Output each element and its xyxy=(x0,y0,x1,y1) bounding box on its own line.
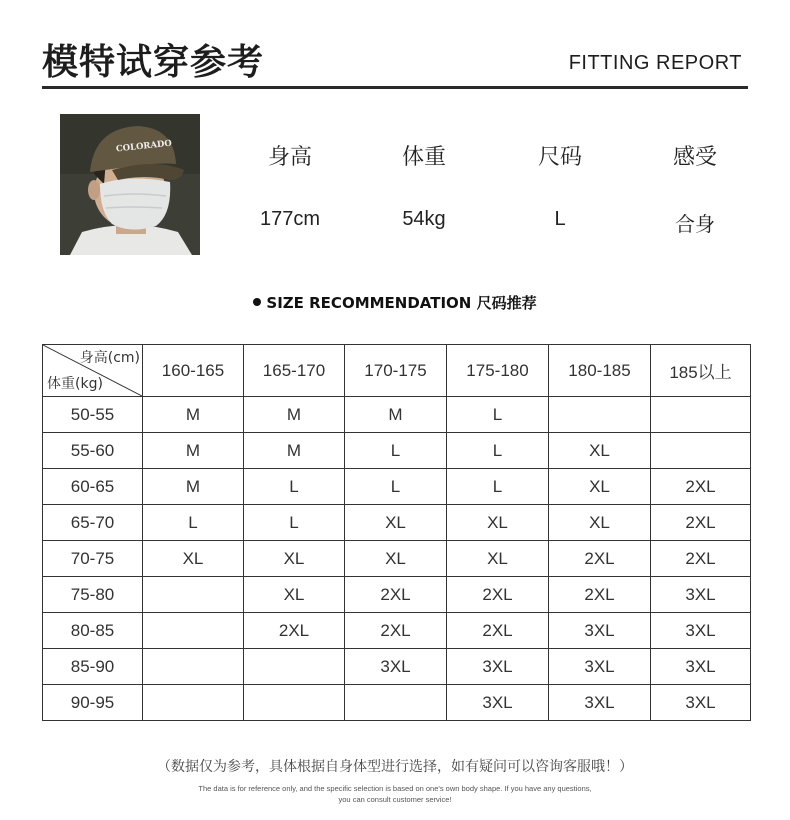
size-cell: XL xyxy=(345,541,447,577)
size-cell: M xyxy=(345,397,447,433)
column-header: 170-175 xyxy=(345,345,447,397)
size-cell: L xyxy=(447,433,549,469)
table-row xyxy=(43,397,751,433)
section-heading xyxy=(0,292,790,313)
page-header xyxy=(42,30,748,90)
size-cell: L xyxy=(244,505,345,541)
size-cell: L xyxy=(447,469,549,505)
table-row xyxy=(43,577,751,613)
size-cell: L xyxy=(143,505,244,541)
corner-height-label: 身高(cm) xyxy=(79,350,140,366)
size-cell: 3XL xyxy=(345,649,447,685)
weight-range-cell: 50-55 xyxy=(43,397,143,433)
corner-weight-label: 体重(kg) xyxy=(47,376,103,392)
size-cell: 3XL xyxy=(447,685,549,721)
size-cell: L xyxy=(447,397,549,433)
bullet-dot-icon xyxy=(253,298,261,306)
weight-range-cell: 60-65 xyxy=(43,469,143,505)
weight-range-cell: 75-80 xyxy=(43,577,143,613)
disclaimer-en-line1: The data is for reference only, and the specific selection is based on one's own body shape. If you have any questions, xyxy=(198,784,592,793)
header-divider xyxy=(42,86,748,89)
table-row xyxy=(43,541,751,577)
size-cell: XL xyxy=(549,469,651,505)
page-subtitle-en: FITTING REPORT xyxy=(568,52,742,74)
size-cell xyxy=(651,397,751,433)
size-cell: L xyxy=(345,433,447,469)
size-cell xyxy=(549,397,651,433)
column-header: 165-170 xyxy=(244,345,345,397)
weight-range-cell: 80-85 xyxy=(43,613,143,649)
spec-label-weight: 体重 xyxy=(401,145,446,170)
size-cell: 3XL xyxy=(651,649,751,685)
table-row xyxy=(43,469,751,505)
size-cell xyxy=(651,433,751,469)
size-cell: XL xyxy=(447,541,549,577)
size-cell: 3XL xyxy=(651,613,751,649)
size-chart-table xyxy=(42,344,751,721)
column-header: 180-185 xyxy=(549,345,651,397)
size-cell: 2XL xyxy=(549,577,651,613)
size-cell: 2XL xyxy=(651,505,751,541)
column-header: 185以上 xyxy=(651,345,751,397)
size-cell: M xyxy=(244,397,345,433)
size-cell: XL xyxy=(549,433,651,469)
size-cell: 2XL xyxy=(447,613,549,649)
size-cell: 3XL xyxy=(549,613,651,649)
size-cell: XL xyxy=(345,505,447,541)
size-cell: 2XL xyxy=(345,577,447,613)
weight-range-cell: 90-95 xyxy=(43,685,143,721)
size-cell: 3XL xyxy=(651,577,751,613)
size-cell: 2XL xyxy=(244,613,345,649)
size-cell: M xyxy=(143,397,244,433)
size-cell: L xyxy=(345,469,447,505)
disclaimer-en-line2: you can consult customer service! xyxy=(338,795,452,804)
model-photo xyxy=(60,114,200,255)
weight-range-cell: 85-90 xyxy=(43,649,143,685)
weight-range-cell: 55-60 xyxy=(43,433,143,469)
size-cell: 2XL xyxy=(345,613,447,649)
spec-value-weight: 54kg xyxy=(402,208,446,230)
size-cell: 3XL xyxy=(549,649,651,685)
table-row xyxy=(43,433,751,469)
size-cell: L xyxy=(244,469,345,505)
size-cell: XL xyxy=(244,577,345,613)
spec-value-feel: 合身 xyxy=(675,214,715,236)
table-row xyxy=(43,613,751,649)
table-row xyxy=(43,685,751,721)
size-cell: 3XL xyxy=(447,649,549,685)
size-cell: 2XL xyxy=(447,577,549,613)
size-cell: 3XL xyxy=(549,685,651,721)
size-cell xyxy=(244,685,345,721)
size-cell xyxy=(143,649,244,685)
size-cell: XL xyxy=(549,505,651,541)
weight-range-cell: 65-70 xyxy=(43,505,143,541)
spec-value-height: 177cm xyxy=(259,208,321,230)
column-header: 160-165 xyxy=(143,345,244,397)
cap-logo-text: COLORADO xyxy=(115,138,173,155)
size-cell xyxy=(244,649,345,685)
table-row xyxy=(43,505,751,541)
size-cell: M xyxy=(143,469,244,505)
size-cell: 3XL xyxy=(651,685,751,721)
weight-range-cell: 70-75 xyxy=(43,541,143,577)
size-cell: 2XL xyxy=(651,469,751,505)
column-header: 175-180 xyxy=(447,345,549,397)
size-cell xyxy=(143,685,244,721)
spec-label-size: 尺码 xyxy=(537,145,582,170)
table-corner-cell xyxy=(43,345,143,397)
size-cell xyxy=(143,613,244,649)
spec-label-feel: 感受 xyxy=(672,145,717,170)
size-cell: 2XL xyxy=(651,541,751,577)
size-cell: M xyxy=(244,433,345,469)
size-cell xyxy=(345,685,447,721)
page-title: 模特试穿参考 xyxy=(42,42,265,83)
size-cell: XL xyxy=(244,541,345,577)
table-row xyxy=(43,649,751,685)
section-heading-text: SIZE RECOMMENDATION 尺码推荐 xyxy=(266,294,537,312)
size-cell: 2XL xyxy=(549,541,651,577)
size-cell: XL xyxy=(447,505,549,541)
size-cell: XL xyxy=(143,541,244,577)
model-illustration xyxy=(60,114,200,255)
disclaimer-cn: （数据仅为参考，具体根据自身体型进行选择，如有疑问可以咨询客服哦！） xyxy=(157,759,633,775)
table-header-row xyxy=(43,345,751,397)
spec-value-size: L xyxy=(554,208,566,230)
size-cell: M xyxy=(143,433,244,469)
spec-label-height: 身高 xyxy=(267,145,312,170)
disclaimer-en xyxy=(0,783,790,805)
size-cell xyxy=(143,577,244,613)
